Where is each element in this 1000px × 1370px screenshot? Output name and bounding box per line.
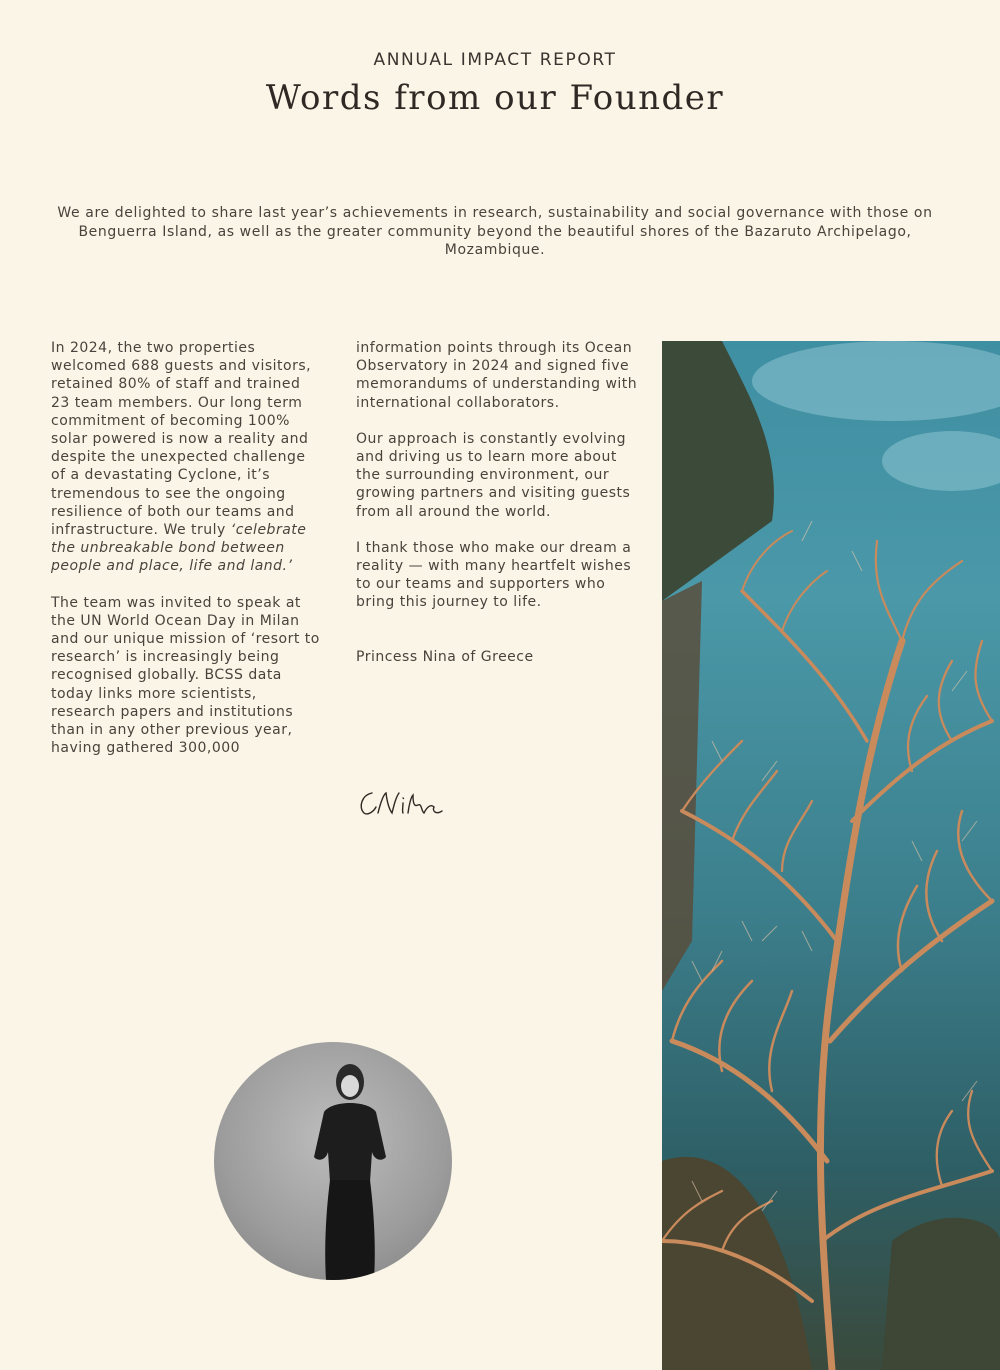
page-title: Words from our Founder bbox=[265, 78, 725, 118]
eyebrow-label: ANNUAL IMPACT REPORT bbox=[373, 50, 617, 70]
founder-portrait bbox=[214, 1042, 452, 1280]
paragraph-stats-text: In 2024, the two properties welcomed 688 guests and visitors, retained 80% of staff and trained 23 team members. Our long term commitment of becoming 100% solar powered is now a reality and despite the unexpected challenge of a devastating Cyclone, it’s tremendous to see the ongoing resilience of both our teams and infrastructure. We truly bbox=[51, 340, 312, 539]
paragraph-observatory: information points through its Ocean Observatory in 2024 and signed five memorandums of understanding with international collaborators. bbox=[356, 340, 638, 411]
paragraph-ocean-day: The team was invited to speak at the UN World Ocean Day in Milan and our unique mission of ‘resort to research’ is increasingly being recognised globally. BCSS data today links more scientists, research papers and institutions than in any other previous year, having gathered 300,000 bbox=[51, 594, 320, 757]
intro-paragraph: We are delighted to share last year’s achievements in research, sustainability and social governance with those on Benguerra Island, as well as the greater community beyond the beautiful shores of the Bazaruto Archipelago, Mozambique. bbox=[57, 205, 933, 258]
paragraph-approach: Our approach is constantly evolving and driving us to learn more about the surrounding environment, our growing partners and visiting guests from all around the world. bbox=[356, 430, 631, 520]
pull-quote: ‘celebrate the unbreakable bond between people and place, life and land.’ bbox=[51, 522, 307, 575]
paragraph-stats bbox=[51, 339, 323, 576]
paragraph-thanks: I thank those who make our dream a reality — with many heartfelt wishes to our teams and supporters who bring this journey to life. bbox=[356, 539, 632, 611]
text-column-right bbox=[356, 339, 642, 684]
signoff-name: Princess Nina of Greece bbox=[356, 648, 534, 665]
text-column-left bbox=[51, 339, 323, 775]
coral-photo bbox=[662, 341, 1000, 1370]
signature-image bbox=[356, 785, 456, 821]
